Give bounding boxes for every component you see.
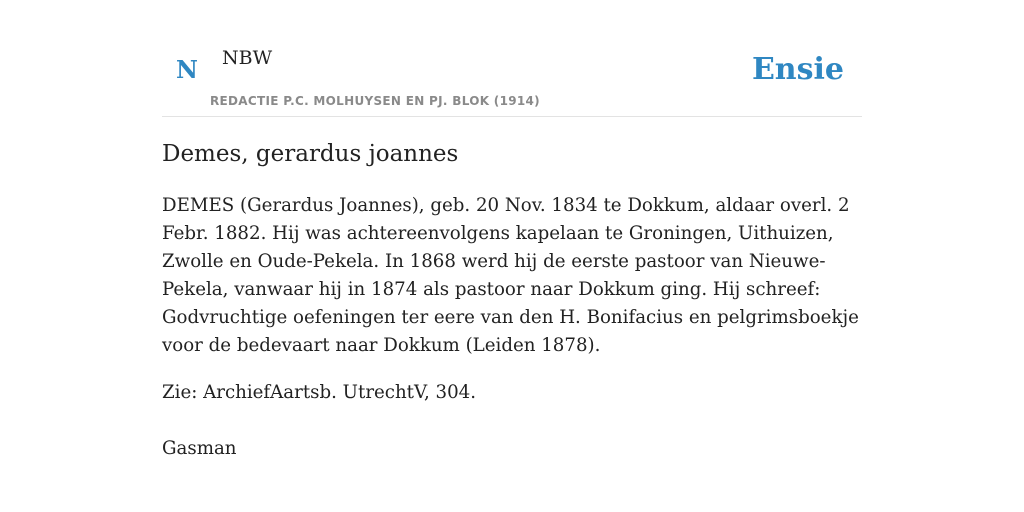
source-title[interactable]: NBW (222, 47, 273, 69)
entry-reference: Zie: ArchiefAartsb. UtrechtV, 304. (162, 382, 476, 403)
entry-body: DEMES (Gerardus Joannes), geb. 20 Nov. 1834 te Dokkum, aldaar overl. 2 Febr. 1882. Hij was achtereenvolgens kapelaan te Groningen, Uithuizen, Zwolle en Oude-Pekela. In 1868 werd hij de eerste pastoor van Nieuwe-Pekela, vanwaar hij in 1874 als pastoor naar Dokkum ging. Hij schreef: Godvruchtige oefeningen ter eere van den H. Bonifacius en pelgrimsboekje voor de bedevaart naar Dokkum (Leiden 1878). (162, 195, 859, 356)
entry-author: Gasman (162, 438, 237, 459)
source-logo[interactable]: N (176, 55, 198, 84)
brand-logo-link[interactable]: Ensie (751, 52, 844, 87)
entry-title: Demes, gerardus joannes (162, 141, 459, 167)
source-subtitle: REDACTIE P.C. MOLHUYSEN EN PJ. BLOK (1914) (210, 94, 540, 108)
source-header (162, 0, 862, 117)
article-card (162, 0, 862, 512)
